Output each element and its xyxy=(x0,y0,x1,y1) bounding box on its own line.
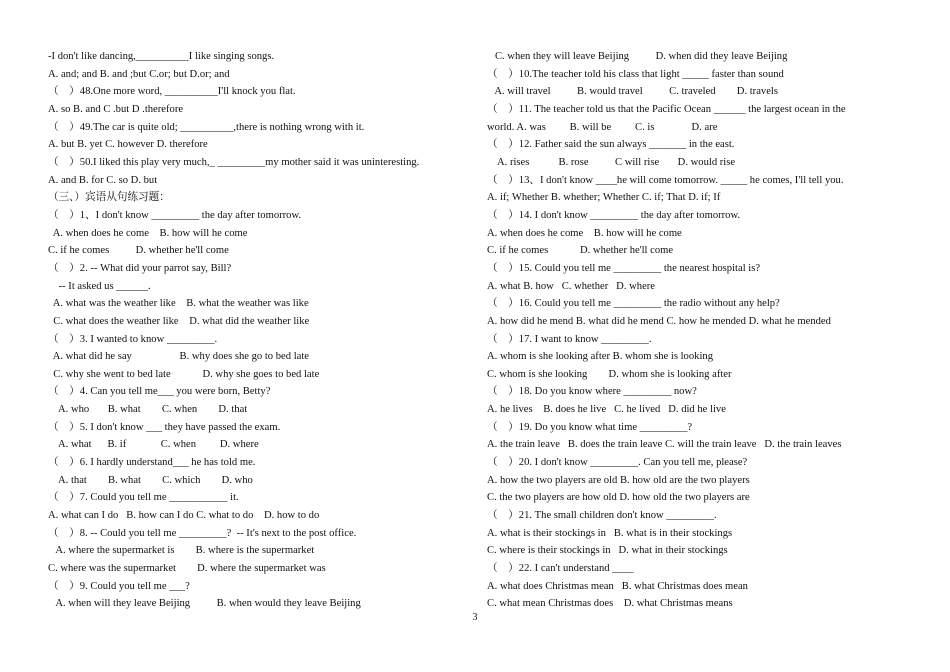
text-line: （ ）9. Could you tell me ___? xyxy=(48,580,190,592)
text-line: A. what does Christmas mean B. what Christmas does mean xyxy=(487,580,748,592)
text-line: A. what B. if C. when D. where xyxy=(48,439,259,451)
text-line: （ ）16. Could you tell me _________ the radio without any help? xyxy=(487,298,780,310)
text-line: （ ）2. -- What did your parrot say, Bill? xyxy=(48,262,232,274)
text-line: A. whom is she looking after B. whom she is looking xyxy=(487,351,713,363)
text-line: A. and B. for C. so D. but xyxy=(48,174,158,186)
text-line: C. whom is she looking D. whom she is looking after xyxy=(487,368,732,380)
text-line: C. what does the weather like D. what did the weather like xyxy=(48,315,310,327)
text-line: A. how the two players are old B. how old are the two players xyxy=(487,474,750,486)
text-line: （ ）21. The small children don't know _________. xyxy=(487,510,717,522)
text-line: （ ）11. The teacher told us that the Pacific Ocean ______ the largest ocean in the xyxy=(487,103,846,115)
text-line: A. will travel B. would travel C. traveled D. travels xyxy=(487,86,778,98)
text-line: （ ）5. I don't know ___ they have passed the exam. xyxy=(48,421,281,433)
left-column xyxy=(48,48,468,613)
text-line: （ ）22. I can't understand ____ xyxy=(487,563,634,575)
text-line: C. why she went to bed late D. why she goes to bed late xyxy=(48,368,320,380)
text-line: （ ）17. I want to know _________. xyxy=(487,333,652,345)
text-line: （ ）20. I don't know _________. Can you tell me, please? xyxy=(487,457,748,469)
text-line: A. what was the weather like B. what the weather was like xyxy=(48,298,309,310)
text-line: A. so B. and C .but D .therefore xyxy=(48,103,184,115)
text-line: A. what B. how C. whether D. where xyxy=(487,280,655,292)
text-line: （ ）7. Could you tell me ___________ it. xyxy=(48,492,239,504)
text-line: C. where was the supermarket D. where the supermarket was xyxy=(48,563,326,575)
text-line: A. how did he mend B. what did he mend C. how he mended D. what he mended xyxy=(487,315,831,327)
text-line: A. when will they leave Beijing B. when would they leave Beijing xyxy=(48,598,361,610)
text-line: -I don't like dancing,__________I like singing songs. xyxy=(48,51,275,62)
text-line: C. if he comes D. whether he'll come xyxy=(48,245,229,257)
right-column xyxy=(487,48,907,613)
text-line: C. when they will leave Beijing D. when did they leave Beijing xyxy=(487,51,788,62)
text-line: A. but B. yet C. however D. therefore xyxy=(48,139,208,151)
text-line: A. who B. what C. when D. that xyxy=(48,404,248,416)
text-line: A. that B. what C. which D. who xyxy=(48,474,253,486)
text-line: A. where the supermarket is B. where is the supermarket xyxy=(48,545,315,557)
text-line: C. the two players are how old D. how old the two players are xyxy=(487,492,750,504)
text-line: A. and; and B. and ;but C.or; but D.or; and xyxy=(48,68,230,80)
text-line: （ ）50.I liked this play very much,_ _________my mother said it was uninteresting. xyxy=(48,156,420,168)
text-line: A. when does he come B. how will he come xyxy=(48,227,248,239)
text-line: （ ）8. -- Could you tell me _________? -- It's next to the post office. xyxy=(48,527,357,539)
text-line: （ ）12. Father said the sun always _______ in the east. xyxy=(487,139,735,151)
text-line: （ ）15. Could you tell me _________ the nearest hospital is? xyxy=(487,262,761,274)
text-line: （ ）10.The teacher told his class that light _____ faster than sound xyxy=(487,68,784,80)
text-line: （ ）4. Can you tell me___ you were born, Betty? xyxy=(48,386,271,398)
text-line: A. when does he come B. how will he come xyxy=(487,227,682,239)
text-line: （ ）6. I hardly understand___ he has told me. xyxy=(48,457,256,469)
text-line: （ ）3. I wanted to know _________. xyxy=(48,333,218,345)
text-line: （ ）19. Do you know what time _________? xyxy=(487,421,693,433)
text-line: （三、）宾语从句练习题： xyxy=(48,192,170,204)
text-line: A. he lives B. does he live C. he lived D. did he live xyxy=(487,404,726,416)
text-line: C. where is their stockings in D. what in their stockings xyxy=(487,545,728,557)
text-line: A. if; Whether B. whether; Whether C. if; That D. if; If xyxy=(487,192,721,204)
page-number: 3 xyxy=(472,612,478,623)
text-line: （ ）14. I don't know _________ the day after tomorrow. xyxy=(487,209,741,221)
text-line: A. the train leave B. does the train leave C. will the train leave D. the train leaves xyxy=(487,439,842,451)
text-line: （ ）49.The car is quite old; __________,there is nothing wrong with it. xyxy=(48,121,365,133)
text-line: （ ）18. Do you know where _________ now? xyxy=(487,386,697,398)
text-line: A. what did he say B. why does she go to bed late xyxy=(48,351,309,363)
text-line: C. what mean Christmas does D. what Christmas means xyxy=(487,598,733,610)
text-line: （ ）48.One more word, __________I'll knock you flat. xyxy=(48,86,296,98)
text-line: A. what can I do B. how can I do C. what to do D. how to do xyxy=(48,510,320,522)
text-line: （ ）13、I don't know ____he will come tomorrow. _____ he comes, I'll tell you. xyxy=(487,174,844,186)
text-line: world. A. was B. will be C. is D. are xyxy=(487,121,718,133)
text-line: A. rises B. rose C will rise D. would rise xyxy=(487,156,736,168)
text-line: C. if he comes D. whether he'll come xyxy=(487,245,674,257)
text-line: -- It asked us ______. xyxy=(48,280,151,292)
text-line: A. what is their stockings in B. what is in their stockings xyxy=(487,527,733,539)
text-line: （ ）1、I don't know _________ the day after tomorrow. xyxy=(48,209,302,221)
